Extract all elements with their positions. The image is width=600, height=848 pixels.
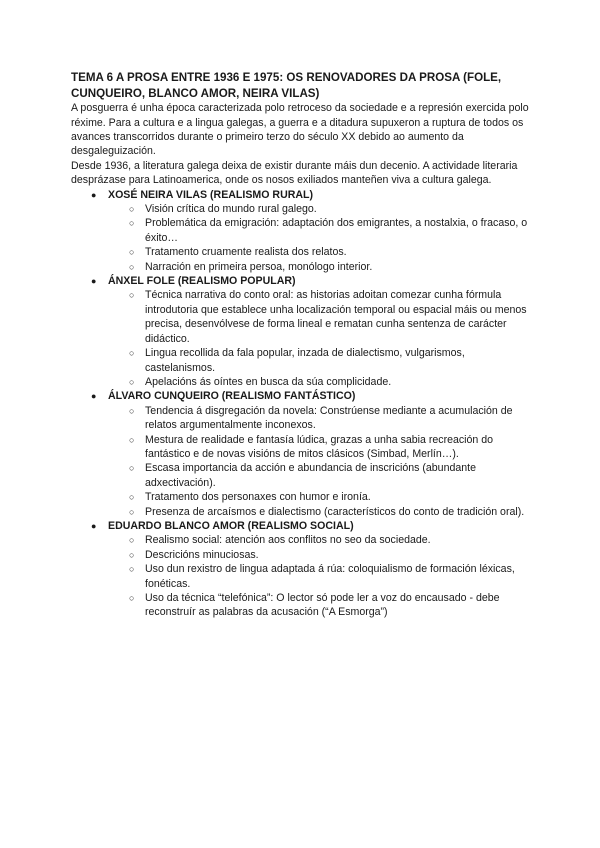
bullet-icon: ● bbox=[91, 276, 97, 287]
circle-bullet-icon: ○ bbox=[129, 549, 135, 560]
circle-bullet-icon: ○ bbox=[129, 564, 135, 575]
section-item bbox=[71, 274, 531, 389]
list-item-text: Técnica narrativa do conto oral: as historias adoitan comezar cunha fórmula introdutoria que establece unha localización temporal ou espacial máis ou menos precisa, desenvólvese de forma lineal e rematan cunha sentenza de carácter didáctico. bbox=[145, 289, 527, 345]
list-item bbox=[108, 548, 531, 562]
bullet-icon: ● bbox=[91, 520, 97, 531]
list-item-text: Narración en primeira persoa, monólogo interior. bbox=[145, 260, 373, 273]
intro-paragraph: Desde 1936, a literatura galega deixa de existir durante máis dun decenio. A actividade literaria desprázase para Latinoamerica, onde os nosos exiliados manteñen viva a cultura galega. bbox=[71, 159, 518, 187]
list-item bbox=[108, 288, 531, 346]
list-item-text: Uso da técnica “telefónica”: O lector só pode ler a voz do encausado - debe reconstruír as palabras da acusación (“A Esmorga”) bbox=[145, 592, 500, 619]
list-item-text: Tendencia á disgregación da novela: Constrúense mediante a acumulación de relatos argumentalmente inconexos. bbox=[145, 404, 513, 432]
list-item bbox=[108, 216, 531, 245]
intro-paragraph: A posguerra é unha época caracterizada polo retroceso da sociedade e a represión exercida polo réxime. Para a cultura e a lingua galegas, a guerra e a ditadura supuxeron a ruptura de todos os avances transcorridos durante o primeiro terzo do século XX debido ao aumento da desgaleguización. bbox=[71, 102, 529, 158]
circle-bullet-icon: ○ bbox=[129, 204, 135, 215]
section-heading: XOSÉ NEIRA VILAS (REALISMO RURAL) bbox=[108, 188, 314, 201]
list-item-text: Tratamento cruamente realista dos relatos. bbox=[145, 246, 347, 259]
list-item bbox=[108, 202, 531, 216]
circle-bullet-icon: ○ bbox=[129, 348, 135, 359]
list-item-text: Descricións minuciosas. bbox=[145, 548, 259, 561]
circle-bullet-icon: ○ bbox=[129, 593, 135, 603]
list-item-text: Realismo social: atención aos conflitos no seo da sociedade. bbox=[145, 534, 431, 547]
document-page bbox=[71, 70, 531, 620]
circle-bullet-icon: ○ bbox=[129, 290, 135, 301]
circle-bullet-icon: ○ bbox=[129, 247, 135, 258]
point-list bbox=[108, 533, 531, 619]
circle-bullet-icon: ○ bbox=[129, 506, 135, 517]
list-item-text: Escasa importancia da acción e abundancia de inscricións (abundante adxectivación). bbox=[145, 462, 476, 489]
section-heading: EDUARDO BLANCO AMOR (REALISMO SOCIAL) bbox=[108, 519, 354, 532]
list-item bbox=[108, 260, 531, 274]
list-item-text: Tratamento dos personaxes con humor e ironía. bbox=[145, 491, 371, 504]
section-heading: ÁLVARO CUNQUEIRO (REALISMO FANTÁSTICO) bbox=[108, 390, 356, 403]
list-item-text: Presenza de arcaísmos e dialectismo (característicos do conto de tradición oral). bbox=[145, 505, 525, 518]
list-item-text: Apelacións ás oíntes en busca da súa complicidade. bbox=[145, 375, 392, 388]
section-list bbox=[71, 188, 531, 620]
circle-bullet-icon: ○ bbox=[129, 535, 135, 546]
list-item bbox=[108, 346, 531, 375]
circle-bullet-icon: ○ bbox=[129, 405, 135, 416]
point-list bbox=[108, 404, 531, 519]
circle-bullet-icon: ○ bbox=[129, 218, 135, 229]
list-item bbox=[108, 461, 531, 490]
list-item-text: Uso dun rexistro de lingua adaptada á rúa: coloquialismo de formación léxicas, fonéticas. bbox=[145, 563, 515, 590]
section-item bbox=[71, 389, 531, 519]
list-item-text: Visión crítica do mundo rural galego. bbox=[145, 203, 317, 216]
list-item bbox=[108, 505, 531, 519]
list-item bbox=[108, 433, 531, 462]
list-item-text: Problemática da emigración: adaptación dos emigrantes, a nostalxia, o fracaso, o éxito… bbox=[145, 217, 528, 244]
circle-bullet-icon: ○ bbox=[129, 492, 135, 503]
circle-bullet-icon: ○ bbox=[129, 376, 135, 387]
section-item bbox=[71, 519, 531, 620]
circle-bullet-icon: ○ bbox=[129, 463, 135, 474]
circle-bullet-icon: ○ bbox=[129, 261, 135, 272]
list-item bbox=[108, 375, 531, 389]
bullet-icon: ● bbox=[91, 391, 97, 402]
section-heading: ÁNXEL FOLE (REALISMO POPULAR) bbox=[108, 275, 296, 288]
circle-bullet-icon: ○ bbox=[129, 434, 135, 445]
list-item bbox=[108, 490, 531, 504]
section-item bbox=[71, 188, 531, 274]
point-list bbox=[108, 202, 531, 274]
list-item-text: Mestura de realidade e fantasía lúdica, grazas a unha sabia recreación do fantástico e de novas visións de mitos clásicos (Simbad, Merlín…). bbox=[145, 433, 494, 460]
point-list bbox=[108, 288, 531, 389]
list-item bbox=[108, 533, 531, 547]
list-item bbox=[108, 591, 531, 620]
list-item bbox=[108, 245, 531, 259]
list-item bbox=[108, 404, 531, 433]
bullet-icon: ● bbox=[91, 189, 97, 200]
list-item-text: Lingua recollida da fala popular, inzada de dialectismo, vulgarismos, castelanismos. bbox=[145, 347, 465, 374]
list-item bbox=[108, 562, 531, 591]
document-title: TEMA 6 A PROSA ENTRE 1936 E 1975: OS RENOVADORES DA PROSA (FOLE, CUNQUEIRO, BLANCO AMOR, NEIRA VILAS) bbox=[71, 71, 502, 100]
